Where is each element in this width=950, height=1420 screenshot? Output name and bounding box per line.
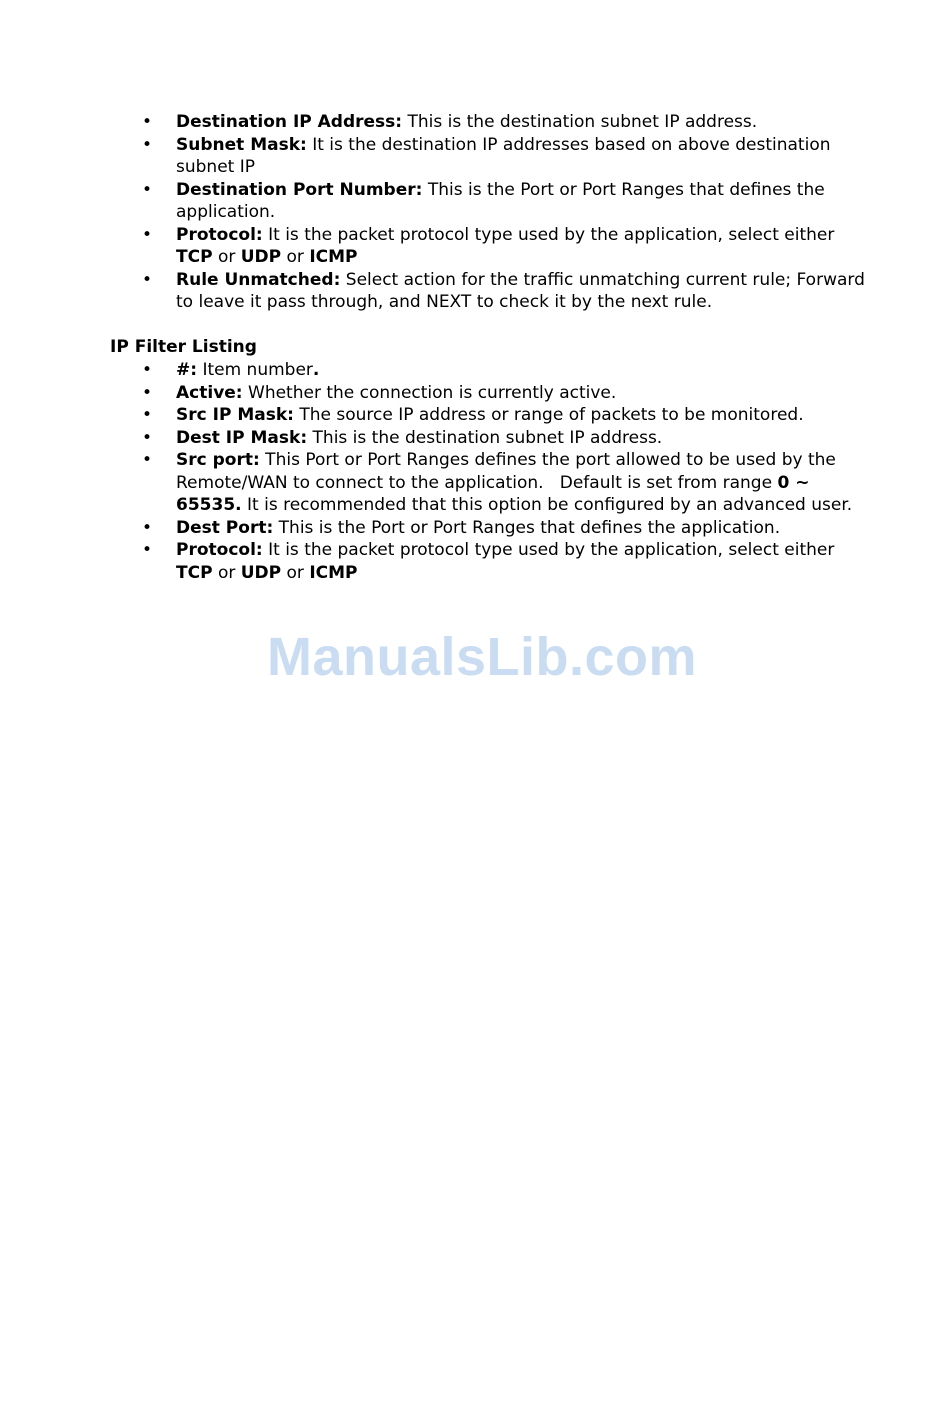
item-label: #: xyxy=(176,360,198,380)
item-label: Destination Port Number: xyxy=(176,179,423,200)
list-item xyxy=(142,382,876,405)
list-item xyxy=(142,359,876,382)
protocol-tcp: TCP xyxy=(176,247,213,267)
item-text: The source IP address or range of packets to be monitored. xyxy=(293,405,804,425)
section-heading: IP Filter Listing xyxy=(110,337,257,357)
item-connector: or xyxy=(281,247,310,267)
field-description-list xyxy=(142,111,876,314)
bullet-glyph: • xyxy=(142,427,153,448)
item-text: This Port or Port Ranges defines the port allowed to be used by the Remote/WAN to connect to the application. Default is set from range xyxy=(176,450,836,493)
list-item xyxy=(142,269,876,314)
bullet-glyph: • xyxy=(142,405,153,425)
item-text: It is the packet protocol type used by the application, select either xyxy=(262,540,835,560)
item-text: This is the destination subnet IP address. xyxy=(402,112,758,132)
item-label: Protocol: xyxy=(176,224,263,245)
ip-filter-listing-list xyxy=(142,359,876,584)
item-label: Src IP Mask: xyxy=(176,405,294,425)
list-item xyxy=(142,404,876,427)
list-item xyxy=(142,517,876,540)
bullet-glyph: • xyxy=(142,382,153,403)
list-item xyxy=(142,224,876,269)
list-item xyxy=(142,449,876,517)
item-label: Src port: xyxy=(176,450,260,470)
item-label: Active: xyxy=(176,382,243,403)
item-text-continued: It is recommended that this option be configured by an advanced user. xyxy=(241,495,853,515)
item-text: It is the destination IP addresses based on above destination subnet IP xyxy=(176,134,831,177)
item-label: Destination IP Address: xyxy=(176,112,403,132)
protocol-tcp: TCP xyxy=(176,562,213,583)
item-text: This is the Port or Port Ranges that defines the application. xyxy=(176,179,825,222)
list-item xyxy=(142,134,876,179)
port-range: 0 ~ 65535. xyxy=(176,472,810,515)
protocol-icmp: ICMP xyxy=(309,247,358,267)
protocol-udp: UDP xyxy=(240,562,282,583)
bullet-glyph: • xyxy=(142,540,153,560)
item-text: Whether the connection is currently active. xyxy=(242,382,617,403)
bullet-glyph: • xyxy=(142,112,153,132)
item-label: Rule Unmatched: xyxy=(176,269,341,290)
bullet-glyph: • xyxy=(142,360,153,380)
list-item xyxy=(142,111,876,134)
bullet-glyph: • xyxy=(142,224,153,245)
item-text: Select action for the traffic unmatching current rule; Forward to leave it pass through, and NEXT to check it by the next rule. xyxy=(176,269,865,312)
item-connector: or xyxy=(281,562,310,583)
watermark-logo: ManualsLib.com xyxy=(266,627,698,687)
protocol-icmp: ICMP xyxy=(309,562,358,583)
bullet-glyph: • xyxy=(142,450,153,470)
item-text: It is the packet protocol type used by the application, select either xyxy=(262,224,835,245)
item-tail: . xyxy=(312,360,320,380)
list-item xyxy=(142,427,876,450)
item-label: Dest Port: xyxy=(176,517,274,538)
item-connector: or xyxy=(212,247,241,267)
item-text: This is the destination subnet IP address. xyxy=(307,427,663,448)
protocol-udp: UDP xyxy=(240,247,282,267)
bullet-glyph: • xyxy=(142,134,153,155)
item-label: Subnet Mask: xyxy=(176,134,307,155)
item-label: Dest IP Mask: xyxy=(176,427,308,448)
list-item xyxy=(142,539,876,584)
item-connector: or xyxy=(212,562,241,583)
list-item xyxy=(142,179,876,224)
item-text: Item number xyxy=(197,360,313,380)
item-text: This is the Port or Port Ranges that defines the application. xyxy=(273,517,781,538)
bullet-glyph: • xyxy=(142,179,153,200)
bullet-glyph: • xyxy=(142,269,153,290)
bullet-glyph: • xyxy=(142,517,153,538)
item-label: Protocol: xyxy=(176,540,263,560)
